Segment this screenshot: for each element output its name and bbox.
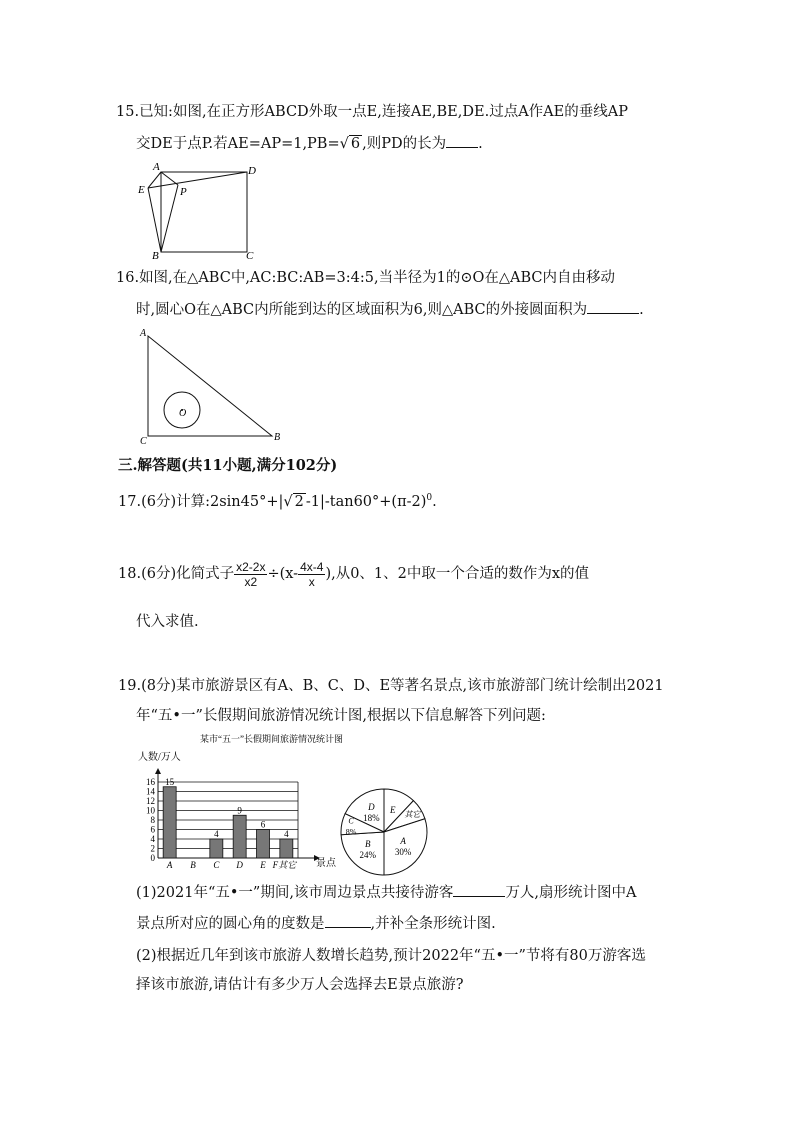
label-a: A [140,328,147,339]
q17-number: 17. [118,493,142,510]
segment-de [148,172,247,188]
bar-C [210,839,223,858]
x-tick-label-2: C [213,860,220,870]
pie-percent-D: 18% [363,813,380,824]
pie-label-D: D [368,802,375,813]
q18-fraction-2 [298,560,325,589]
pie-percent-C: 8% [345,827,357,837]
segment-be [148,188,161,252]
q17-exponent: 0 [426,493,433,503]
q15-answer-blank[interactable] [446,133,478,148]
q16-end: . [639,302,644,318]
q19-answer-blank-1[interactable] [453,882,505,897]
q15-text-line2b: ,则PD的长为 [362,136,447,152]
y-tick-label: 10 [146,805,155,816]
y-tick-label: 4 [150,834,155,844]
segment-pb [161,185,178,252]
q16-answer-blank[interactable] [587,299,639,314]
x-tick-label-5: F其它 [272,860,297,870]
data-label-F其它: 4 [284,829,289,839]
pie-chart-marks [341,789,427,875]
q15-number: 15. [116,104,140,120]
pie-percent-A: 30% [394,846,412,857]
q18-prefix: (6分)化简式子 [141,566,235,582]
sqrt-symbol: √ [339,136,349,152]
data-label-D: 9 [237,805,242,816]
segment-ae [148,172,161,188]
label-o: O [179,408,187,419]
y-tick-label: 12 [146,796,155,806]
label-b: B [274,432,281,443]
q18-line1 [118,556,589,592]
q19-answer-blank-2[interactable] [325,913,371,928]
bar-chart-marks [163,777,298,870]
q19-line1 [118,676,664,696]
label-p: P [180,186,187,198]
data-label-E: 6 [260,819,266,830]
q17-end: . [432,493,437,510]
q17-line [118,488,437,512]
bar-E [257,830,270,859]
q19-sub1-text-a: (1)2021年“五•一”期间,该市周边景点共接待游客 [136,885,454,901]
q17-sqrt-value: 2 [294,493,304,510]
segment-ap [161,172,178,185]
fraction-numerator: 4x-4 [300,559,324,574]
pie-label-C: C [348,816,354,826]
y-tick-label: 16 [146,777,155,787]
x-tick-label-4: E [260,860,266,870]
x-tick-label-1: B [190,860,196,870]
label-e: E [138,184,145,196]
q15-square-figure [134,160,264,260]
q19-sub1-text-c: 景点所对应的圆心角的度数是 [136,916,325,932]
triangle-abc [148,336,272,436]
pie-chart [338,786,430,878]
q19-sub2-line2: 择该市旅游,请估计有多少万人会选择去E景点旅游? [136,977,464,993]
q15-line1 [116,102,628,122]
q15-sqrt-value: 6 [350,136,361,152]
x-tick-label-0: A [166,860,173,870]
y-tick-label: 0 [150,853,155,863]
pie-label-其它: 其它 [404,810,421,820]
sqrt-symbol: √ [283,493,293,510]
label-c: C [246,250,254,260]
chart-title: 某市“五一”长假期间旅游情况统计图 [200,734,343,744]
q16-line2 [136,299,644,320]
q19-sub2-line1: (2)根据近几年到该市旅游人数增长趋势,预计2022年“五•一”节将有80万游客选 [136,948,646,964]
data-label-C: 4 [214,829,219,839]
fraction-denominator: x2 [244,574,258,589]
q16-number: 16. [116,270,140,286]
q18-suffix: ),从0、1、2中取一个合适的数作为x的值 [325,566,590,582]
q16-line1 [116,268,615,288]
q19-sub1-line2 [136,913,496,934]
bar-F其它 [280,839,293,858]
label-a: A [153,161,160,173]
pie-label-A: A [400,835,406,846]
y-axis-label: 人数/万人 [138,752,181,763]
x-tick-label-3: D [236,860,243,870]
data-label-A: 15 [165,776,175,787]
label-b: B [152,250,159,260]
pie-percent-B: 24% [359,850,377,861]
bar-D [233,815,246,858]
q19-sub1-text-d: ,并补全条形统计图. [370,916,496,932]
q19-text-line1: (8分)某市旅游景区有A、B、C、D、E等著名景点,该市旅游部门统计绘制出2021 [141,678,664,694]
y-tick-label: 2 [150,843,155,854]
q15-text-line2a: 交DE于点P.若AE=AP=1,PB= [136,136,340,152]
fraction-denominator: x [308,574,315,589]
pie-label-E: E [389,805,396,816]
label-c: C [140,436,147,447]
q17-text-a: (6分)计算:2sin45°+| [141,493,284,510]
q19-line2: 年“五•一”长假期间旅游情况统计图,根据以下信息解答下列问题: [136,708,546,724]
pie-label-B: B [365,839,371,850]
section-title: 三.解答题(共11小题,满分102分) [118,457,338,474]
q16-text-line1: 如图,在△ABC中,AC:BC:AB=3:4:5,当半径为1的⊙O在△ABC内自由移动 [139,270,616,286]
q19-sub1-text-b: 万人,扇形统计图中A [505,885,637,901]
q15-end: . [478,136,483,152]
x-axis-label: 景点 [316,858,336,869]
y-tick-label: 8 [150,815,155,825]
y-tick-label: 6 [150,824,155,835]
q19-sub1-line1 [136,882,637,903]
q19-number: 19. [118,678,142,694]
y-axis-arrow [155,768,161,774]
y-tick-label: 14 [146,786,155,797]
bar-A [163,787,176,858]
q17-text-b: -1|-tan60°+(π-2) [305,493,427,510]
q18-line2: 代入求值. [136,614,199,630]
q18-fraction-1 [234,560,267,589]
q16-triangle-figure [136,326,286,448]
fraction-numerator: x2-2x [236,559,266,574]
q18-number: 18. [118,566,142,582]
q15-text-line1: 已知:如图,在正方形ABCD外取一点E,连接AE,BE,DE.过点A作AE的垂线AP [139,104,628,120]
q15-line2 [136,133,483,154]
q16-text-line2: 时,圆心O在△ABC内所能到达的区域面积为6,则△ABC的外接圆面积为 [136,302,588,318]
label-d: D [248,165,256,177]
q18-operator: ÷(x- [267,566,299,582]
